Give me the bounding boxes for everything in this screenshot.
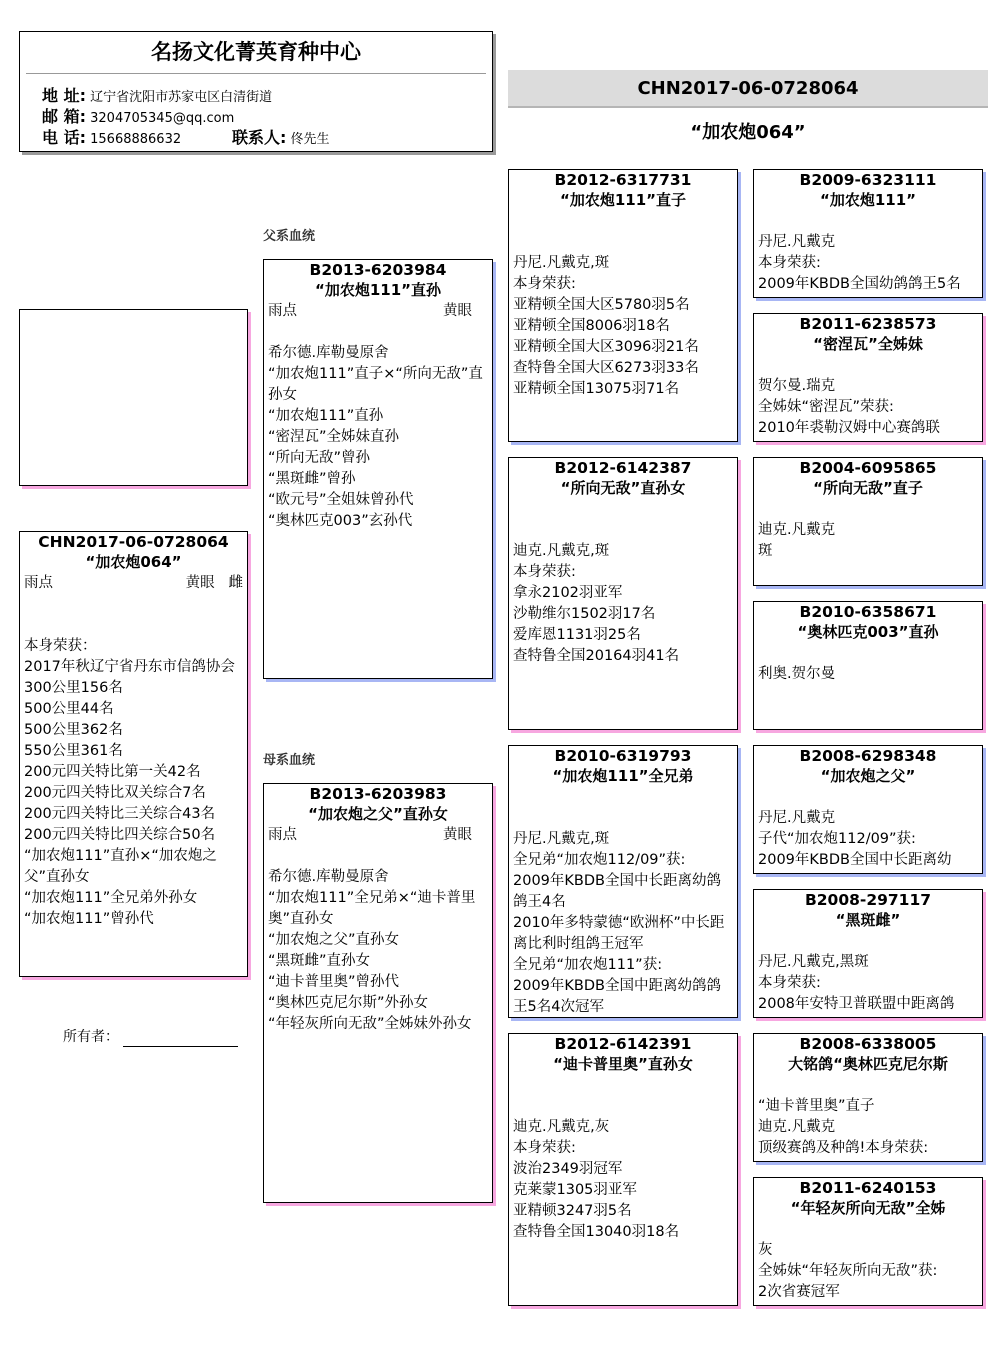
text-line: 本身荣获:	[513, 564, 576, 580]
ggp-lines	[758, 952, 978, 1015]
spacer	[513, 499, 733, 520]
subject-lines	[24, 636, 243, 930]
spacer	[513, 211, 733, 232]
ggp-name: “奥林匹克003”直孙	[797, 623, 939, 641]
email-row	[42, 107, 234, 129]
ggp-ring: B2008-6338005	[799, 1035, 937, 1053]
breeder-title: 名扬文化菁英育种中心	[151, 40, 361, 64]
ggp-lines	[758, 1096, 978, 1159]
text-line: 2009年KBDB全国中长距离幼鸽鸽王4名	[513, 873, 721, 910]
grandparent-card	[508, 169, 738, 442]
text-line: 查特鲁全国20164羽41名	[513, 648, 680, 664]
text-line: 丹尼.凡戴克	[758, 234, 836, 250]
subject-sex: 雌	[228, 575, 243, 591]
email-label: 邮 箱:	[42, 107, 86, 126]
text-line: 克莱蒙1305羽亚军	[513, 1182, 637, 1198]
text-line: “欧元号”全姐妹曾孙代	[268, 492, 414, 508]
text-line: 丹尼.凡戴克,黑斑	[758, 954, 869, 970]
text-line: “黑斑雌”曾孙	[268, 471, 356, 487]
text-line: 全姊妹“密涅瓦”荣获:	[758, 399, 894, 415]
address-row	[42, 86, 272, 108]
contact-value: 佟先生	[290, 132, 330, 147]
text-line: 子代“加农炮112/09”获:	[758, 831, 916, 847]
text-line: 希尔德.库勒曼原舍	[268, 345, 389, 361]
text-line: 亚精顿全国大区5780羽5名	[513, 297, 690, 313]
text-line: 迪克.凡戴克,灰	[513, 1119, 610, 1135]
gp-ring: B2012-6142391	[554, 1035, 692, 1053]
text-line: 迪克.凡戴克	[758, 1119, 836, 1135]
spacer	[758, 787, 978, 808]
text-line: 300公里156名	[24, 680, 123, 696]
spacer	[758, 643, 978, 664]
subject-card	[19, 531, 248, 977]
ggp-ring: B2010-6358671	[799, 603, 937, 621]
owner-label: 所有者：	[63, 1029, 119, 1045]
dam-card	[263, 783, 493, 1203]
text-line: 本身荣获:	[758, 975, 821, 991]
text-line: 2次省赛冠军	[758, 1284, 840, 1300]
great-grandparent-card	[753, 1177, 983, 1306]
text-line: 亚精顿全国13075羽71名	[513, 381, 680, 397]
ggp-ring: B2008-297117	[804, 891, 932, 909]
ring-banner	[508, 70, 988, 108]
great-grandparent-card	[753, 169, 983, 298]
sire-lines	[268, 343, 488, 532]
phone-row	[42, 128, 181, 150]
dam-traits	[268, 825, 488, 846]
ggp-ring: B2008-6298348	[799, 747, 937, 765]
address-value: 辽宁省沈阳市苏家屯区白清街道	[90, 90, 273, 105]
grandparent-card	[508, 457, 738, 730]
spacer	[758, 1219, 978, 1240]
grandparent-card	[508, 1033, 738, 1306]
dam-eye: 黄眼	[443, 827, 472, 843]
ggp-lines	[758, 1240, 978, 1303]
ggp-name: “年轻灰所向无敌”全姊	[790, 1199, 946, 1217]
phone-label: 电 话:	[42, 128, 86, 147]
ggp-lines	[758, 808, 978, 871]
gp-name: “所向无敌”直孙女	[560, 479, 686, 497]
text-line: 沙勒维尔1502羽17名	[513, 606, 656, 622]
text-line: 200元四关特比三关综合43名	[24, 806, 216, 822]
text-line: 本身荣获:	[513, 1140, 576, 1156]
ggp-name: “加农炮111”	[819, 191, 917, 209]
sire-ring: B2013-6203984	[309, 261, 447, 279]
great-grandparent-card	[753, 457, 983, 586]
gp-ring: B2010-6319793	[554, 747, 692, 765]
spacer	[513, 1096, 733, 1117]
spacer	[513, 787, 733, 808]
spacer	[758, 1075, 978, 1096]
spacer	[268, 322, 488, 343]
address-label: 地 址:	[42, 86, 86, 105]
text-line: 顶级赛鸽及种鸽!本身荣获:	[758, 1140, 929, 1156]
great-grandparent-card	[753, 313, 983, 442]
ggp-ring: B2004-6095865	[799, 459, 937, 477]
gp-lines	[513, 541, 733, 667]
ggp-name: “黑斑雌”	[835, 911, 901, 929]
text-line: 亚精顿3247羽5名	[513, 1203, 632, 1219]
text-line: 迪克.凡戴克,斑	[513, 543, 610, 559]
gp-lines	[513, 253, 733, 400]
text-line: 200元四关特比双关综合7名	[24, 785, 206, 801]
ggp-name: “密涅瓦”全姊妹	[813, 335, 923, 353]
text-line: “迪卡普里奥”曾孙代	[268, 974, 400, 990]
title-divider	[26, 73, 486, 74]
ggp-ring: B2009-6323111	[799, 171, 937, 189]
text-line: “年轻灰所向无敌”全姊妹外孙女	[268, 1016, 472, 1032]
text-line: 550公里361名	[24, 743, 123, 759]
sire-name: “加农炮111”直孙	[314, 281, 442, 299]
great-grandparent-card	[753, 601, 983, 730]
breeder-header	[19, 31, 493, 152]
text-line: 丹尼.凡戴克	[758, 810, 836, 826]
ggp-name: 大铭鸽“奥林匹克尼尔斯	[788, 1055, 948, 1073]
text-line: “加农炮111”曾孙代	[24, 911, 154, 927]
great-grandparent-card	[753, 889, 983, 1018]
spacer	[513, 520, 733, 541]
sire-color: 雨点	[268, 303, 297, 319]
subject-name: “加农炮064”	[85, 553, 182, 571]
text-line: 全兄弟“加农炮112/09”获:	[513, 852, 686, 868]
text-line: “迪卡普里奥”直子	[758, 1098, 875, 1114]
pigeon-photo	[19, 309, 248, 486]
text-line: 200元四关特比四关综合50名	[24, 827, 216, 843]
email-value: 3204705345@qq.com	[90, 111, 235, 126]
contact-row	[232, 128, 330, 150]
text-line: 2009年KBDB全国中距离幼鸽鸽王5名4次冠军	[513, 978, 721, 1015]
text-line: 2010年裘勒汉姆中心赛鸽联	[758, 420, 940, 436]
text-line: 迪克.凡戴克	[758, 522, 836, 538]
text-line: 亚精顿全国大区3096羽21名	[513, 339, 699, 355]
ggp-lines	[758, 520, 978, 562]
text-line: 全姊妹“年轻灰所向无敌”获:	[758, 1263, 938, 1279]
text-line: 查特鲁全国大区6273羽33名	[513, 360, 699, 376]
text-line: 2009年KBDB全国幼鸽鸽王5名	[758, 276, 961, 292]
text-line: “加农炮111”全兄弟×“迪卡普里奥”直孙女	[268, 890, 476, 927]
text-line: 希尔德.库勒曼原舍	[268, 869, 389, 885]
sire-traits	[268, 301, 488, 322]
banner-ring: CHN2017-06-0728064	[637, 78, 859, 99]
text-line: 利奥.贺尔曼	[758, 666, 836, 682]
text-line: “密涅瓦”全姊妹直孙	[268, 429, 400, 445]
owner-underline[interactable]	[123, 1030, 238, 1047]
text-line: 本身荣获:	[513, 276, 576, 292]
subject-color: 雨点	[24, 575, 53, 591]
gp-lines	[513, 829, 733, 1018]
text-line: 丹尼.凡戴克,斑	[513, 255, 610, 271]
text-line: 亚精顿全国8006羽18名	[513, 318, 670, 334]
subject-eye-sex	[186, 573, 243, 594]
ggp-ring: B2011-6240153	[799, 1179, 937, 1197]
subject-ring: CHN2017-06-0728064	[38, 533, 229, 551]
text-line: “加农炮之父”直孙女	[268, 932, 400, 948]
text-line: 查特鲁全国13040羽18名	[513, 1224, 680, 1240]
text-line: 2017年秋辽宁省丹东市信鸽协会	[24, 659, 235, 675]
spacer	[513, 1075, 733, 1096]
text-line: 500公里362名	[24, 722, 123, 738]
text-line: “所向无敌”曾孙	[268, 450, 371, 466]
gp-ring: B2012-6142387	[554, 459, 692, 477]
text-line: 丹尼.凡戴克,斑	[513, 831, 610, 847]
sire-card	[263, 259, 493, 679]
text-line: “奥林匹克尼尔斯”外孙女	[268, 995, 429, 1011]
great-grandparent-card	[753, 745, 983, 874]
text-line: 贺尔曼.瑞克	[758, 378, 836, 394]
sire-eye: 黄眼	[443, 303, 472, 319]
ggp-name: “所向无敌”直子	[813, 479, 923, 497]
text-line: 灰	[758, 1242, 773, 1258]
dam-name: “加农炮之父”直孙女	[308, 805, 448, 823]
text-line: 斑	[758, 543, 773, 559]
text-line: 2010年多特蒙德“欧洲杯”中长距离比利时组鸽王冠军	[513, 915, 725, 952]
banner-name: “加农炮064”	[690, 122, 806, 143]
dam-ring: B2013-6203983	[309, 785, 447, 803]
text-line: “加农炮111”直子×“所向无敌”直孙女	[268, 366, 483, 403]
spacer	[758, 211, 978, 232]
text-line: 拿永2102羽亚军	[513, 585, 623, 601]
ggp-ring: B2011-6238573	[799, 315, 937, 333]
gp-name: “加农炮111”全兄弟	[552, 767, 694, 785]
text-line: 2008年安特卫普联盟中距离鸽	[758, 996, 955, 1012]
gp-name: “迪卡普里奥”直孙女	[553, 1055, 693, 1073]
gp-ring: B2012-6317731	[554, 171, 692, 189]
text-line: “加农炮111”全兄弟外孙女	[24, 890, 198, 906]
text-line: “黑斑雌”直孙女	[268, 953, 371, 969]
owner-field	[63, 1027, 238, 1047]
text-line: “加农炮111”直孙×“加农炮之父”直孙女	[24, 848, 217, 885]
spacer	[268, 846, 488, 867]
text-line: “加农炮111”直孙	[268, 408, 384, 424]
contact-label: 联系人:	[232, 128, 287, 147]
great-grandparent-card	[753, 1033, 983, 1162]
gp-name: “加农炮111”直子	[559, 191, 687, 209]
spacer	[24, 594, 243, 615]
subject-traits	[24, 573, 243, 594]
ggp-lines	[758, 232, 978, 295]
text-line: 200元四关特比第一关42名	[24, 764, 201, 780]
spacer	[758, 499, 978, 520]
phone-value: 15668886632	[90, 132, 182, 147]
subject-eye: 黄眼	[185, 575, 215, 591]
text-line: 全兄弟“加农炮111”获:	[513, 957, 663, 973]
spacer	[758, 931, 978, 952]
gp-lines	[513, 1117, 733, 1243]
ggp-lines	[758, 664, 978, 685]
grandparent-card	[508, 745, 738, 1018]
text-line: “奥林匹克003”玄孙代	[268, 513, 413, 529]
ggp-name: “加农炮之父”	[820, 767, 916, 785]
spacer	[513, 808, 733, 829]
spacer	[513, 232, 733, 253]
text-line: 本身荣获:	[758, 255, 821, 271]
text-line: 爱库恩1131羽25名	[513, 627, 641, 643]
ggp-lines	[758, 376, 978, 439]
spacer	[24, 615, 243, 636]
dam-color: 雨点	[268, 827, 297, 843]
spacer	[758, 355, 978, 376]
text-line: 本身荣获：	[24, 638, 97, 654]
text-line: 波治2349羽冠军	[513, 1161, 623, 1177]
dam-section-label: 母系血统	[263, 753, 316, 768]
text-line: 500公里44名	[24, 701, 114, 717]
text-line: 2009年KBDB全国中长距离幼	[758, 852, 952, 868]
dam-lines	[268, 867, 488, 1035]
sire-section-label: 父系血统	[263, 229, 316, 244]
